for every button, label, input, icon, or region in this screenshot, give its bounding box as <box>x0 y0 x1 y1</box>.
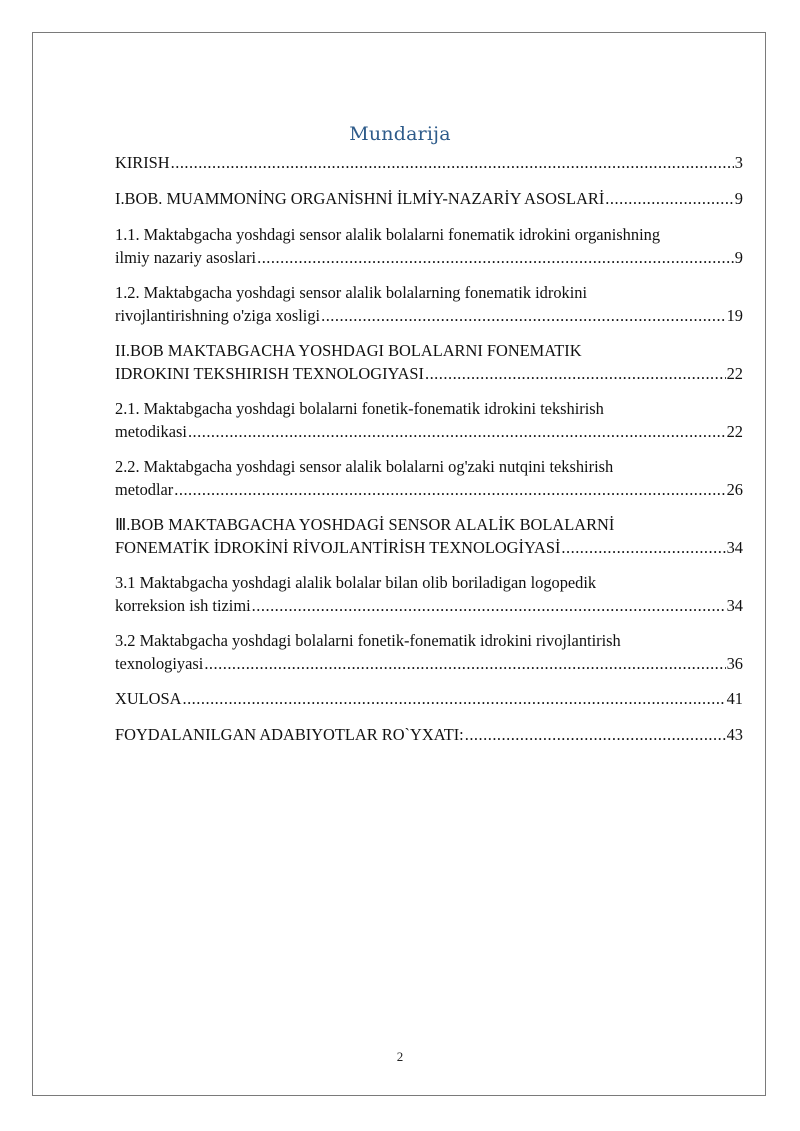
toc-entry-text-cont: FONEMATİK İDROKİNİ RİVOJLANTİRİSH TEXNOLOGİYASİ <box>115 538 561 557</box>
dot-leader <box>188 420 726 443</box>
toc-entry[interactable] <box>115 723 743 746</box>
toc-entry[interactable] <box>115 223 743 269</box>
dot-leader <box>425 362 726 385</box>
toc-entry-text: XULOSA <box>115 689 182 708</box>
dot-leader <box>257 246 734 269</box>
toc-page-number: 34 <box>726 538 743 557</box>
toc-page-number: 41 <box>726 689 743 708</box>
toc-page-number: 36 <box>726 654 743 673</box>
toc-entry[interactable] <box>115 151 743 174</box>
toc-entry-text-cont: texnologiyasi <box>115 654 204 673</box>
toc-page-number: 34 <box>726 596 743 615</box>
toc-entry-text-cont: ilmiy nazariy asoslari <box>115 248 257 267</box>
dot-leader <box>605 187 734 210</box>
toc-entry-text: 2.2. Maktabgacha yoshdagi sensor alalik bolalarni og'zaki nutqini tekshirish <box>115 457 614 476</box>
toc-entry[interactable] <box>115 629 743 675</box>
toc-page-number: 3 <box>734 153 743 172</box>
toc-entry-text: 3.1 Maktabgacha yoshdagi alalik bolalar bilan olib boriladigan logopedik <box>115 573 597 592</box>
toc-entry-text: KIRISH <box>115 153 170 172</box>
dot-leader <box>174 478 725 501</box>
toc-page-number: 26 <box>726 480 743 499</box>
toc-page-number: 43 <box>726 725 743 744</box>
toc-entry[interactable] <box>115 187 743 210</box>
dot-leader <box>321 304 726 327</box>
toc-title: Mundarija <box>349 123 451 145</box>
toc-entry-text: FOYDALANILGAN ADABIYOTLAR RO`YXATI: <box>115 725 464 744</box>
toc-entry[interactable] <box>115 687 743 710</box>
toc-page-number: 22 <box>726 422 743 441</box>
toc-entry-text-cont: metodikasi <box>115 422 187 441</box>
page-number: 2 <box>396 1049 404 1064</box>
toc-entry-text-cont: IDROKINI TEKSHIRISH TEXNOLOGIYASI <box>115 364 424 383</box>
toc-entry[interactable] <box>115 397 743 443</box>
toc-page-number: 19 <box>726 306 743 325</box>
dot-leader <box>465 723 726 746</box>
toc-page-number: 22 <box>726 364 743 383</box>
toc-entry-text-cont: metodlar <box>115 480 174 499</box>
toc-entry[interactable] <box>115 281 743 327</box>
toc-entry-text: 1.2. Maktabgacha yoshdagi sensor alalik bolalarning fonematik idrokini <box>115 283 588 302</box>
toc-entry[interactable] <box>115 339 743 385</box>
toc-entry-text-cont: korreksion ish tizimi <box>115 596 251 615</box>
toc-entry-text-cont: rivojlantirishning o'ziga xosligi <box>115 306 321 325</box>
dot-leader <box>182 687 725 710</box>
toc-page-number: 9 <box>734 248 743 267</box>
dot-leader <box>171 151 734 174</box>
toc-entry-text: 1.1. Maktabgacha yoshdagi sensor alalik bolalarni fonematik idrokini organishning <box>115 225 661 244</box>
toc-entry-text: I.BOB. MUAMMONİNG ORGANİSHNİ İLMİY-NAZARİY ASOSLARİ <box>115 189 605 208</box>
toc-entry[interactable] <box>115 513 743 559</box>
dot-leader <box>561 536 725 559</box>
toc-entry-text: 2.1. Maktabgacha yoshdagi bolalarni fonetik-fonematik idrokini tekshirish <box>115 399 604 418</box>
dot-leader <box>204 652 725 675</box>
dot-leader <box>252 594 726 617</box>
toc-entry[interactable] <box>115 571 743 617</box>
toc-entry[interactable] <box>115 455 743 501</box>
table-of-contents <box>115 151 743 759</box>
toc-entry-text: 3.2 Maktabgacha yoshdagi bolalarni fonetik-fonematik idrokini rivojlantirish <box>115 631 621 650</box>
toc-entry-text: II.BOB MAKTABGACHA YOSHDAGI BOLALARNI FONEMATIK <box>115 341 582 360</box>
toc-page-number: 9 <box>734 189 743 208</box>
toc-entry-text: Ⅲ.BOB MAKTABGACHA YOSHDAGİ SENSOR ALALİK BOLALARNİ <box>115 515 615 534</box>
